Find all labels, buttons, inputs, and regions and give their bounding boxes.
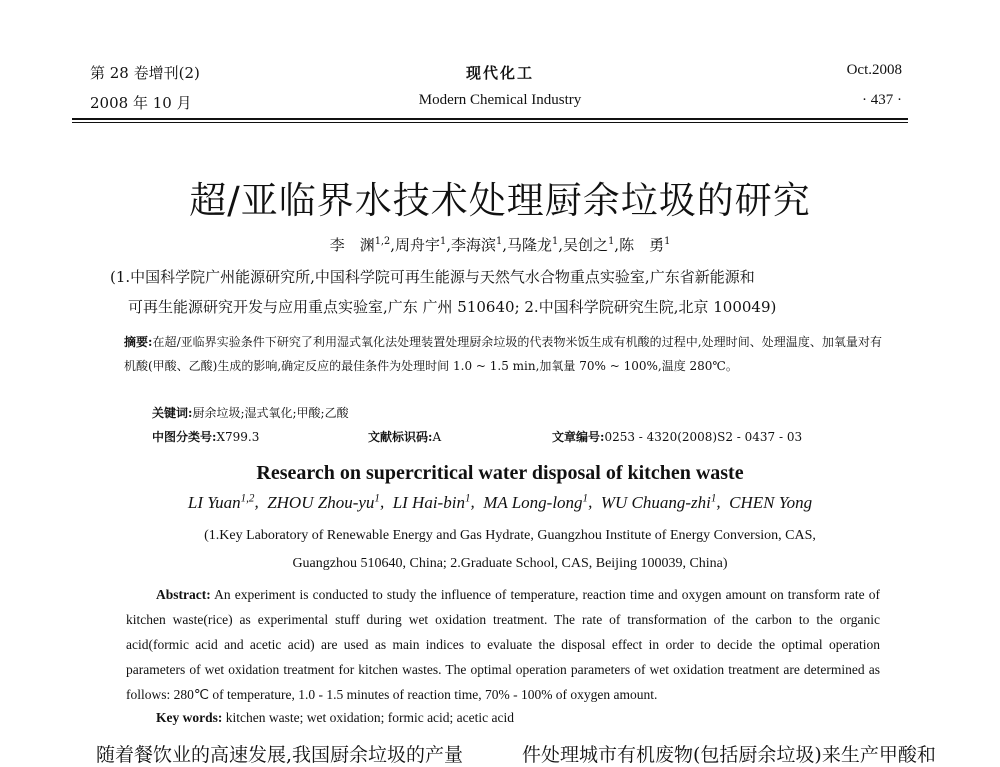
abstract-en-label: Abstract: <box>156 587 211 602</box>
author-en: LI Yuan$^{1,2}$ <box>187 492 255 512</box>
author-en: WU Chuang-zhi$^1$ <box>600 492 717 512</box>
affiliation-cn <box>110 262 900 322</box>
body-text-left-column: 随着餐饮业的高速发展,我国厨余垃圾的产量 <box>96 744 464 766</box>
author-cn: 李 渊$^{1,2}$ <box>329 236 391 254</box>
author-cn: 周舟宇$^1$ <box>395 236 447 254</box>
keywords-en <box>156 710 514 726</box>
affiliation-cn-line: 可再生能源研究开发与应用重点实验室,广东 广州 510640; 2.中国科学院研究生院,北京 100049) <box>128 298 777 316</box>
keywords-cn-text: 厨余垃圾;湿式氧化;甲酸;乙酸 <box>192 406 349 420</box>
header-rule-thin <box>72 122 908 123</box>
author-en: MA Long-long$^1$ <box>483 492 589 512</box>
author-en: CHEN Yong <box>729 492 813 512</box>
abstract-cn-label: 摘要: <box>124 335 153 349</box>
journal-date-en: Oct.2008 <box>846 62 902 78</box>
document-code: 文献标识码:A <box>368 430 442 444</box>
article-number: 文章编号:0253 - 4320(2008)S2 - 0437 - 03 <box>552 430 803 444</box>
author-cn: 马隆龙$^1$ <box>507 236 559 254</box>
affiliation-en-line: Guangzhou 510640, China; 2.Graduate School, CAS, Beijing 100039, China) <box>292 556 728 571</box>
keywords-en-text: kitchen waste; wet oxidation; formic acid; acetic acid <box>225 710 515 725</box>
keywords-cn <box>152 404 349 421</box>
body-text-right-column: 件处理城市有机废物(包括厨余垃圾)来生产甲酸和 <box>522 744 936 766</box>
abstract-en-text: An experiment is conducted to study the influence of temperature, reaction time and oxygen amount on transform rate of kitchen waste(rice) as experimental stuff during wet oxidation treatment. The rate of transformation of the carbon to the organic acid(formic acid and acetic acid) are used as main indices to evaluate the disposal effect in order to decide the optimal operation parameters of wet oxidation treatment for kitchen wastes. The optimal operation parameters of wet oxidation treatment are determined as follows: 280℃ of temperature, 1.0 - 1.5 minutes of reaction time, 70% - 100% of oxygen amount. <box>126 587 880 702</box>
authors-en: LI Yuan$^{1,2}$, ZHOU Zhou-$yu^1$, LI Hai-bin$^1$, MA Long-long$^1$, WU Chuang-zhi$^1$, CHEN Yong <box>187 492 813 512</box>
affiliation-cn-line: (1.中国科学院广州能源研究所,中国科学院可再生能源与天然气水合物重点实验室,广东省新能源和 <box>110 268 755 286</box>
journal-volume: 第 28 卷增刊(2) <box>90 64 200 82</box>
author-en: LI Hai-bin$^1$ <box>392 492 471 512</box>
affiliation-en-line: (1.Key Laboratory of Renewable Energy and Gas Hydrate, Guangzhou Institute of Energy Conversion, CAS, <box>204 528 816 543</box>
affiliation-en <box>150 522 870 578</box>
author-cn: 陈 勇$^1$ <box>619 236 671 254</box>
author-cn: 李海滨$^1$ <box>451 236 503 254</box>
abstract-cn <box>124 330 882 378</box>
header-rule-thick <box>72 118 908 120</box>
abstract-cn-text: 在超/亚临界实验条件下研究了利用湿式氧化法处理装置处理厨余垃圾的代表物米饭生成有机酸的过程中,处理时间、处理温度、加氧量对有机酸(甲酸、乙酸)生成的影响,确定反应的最佳条件为处理时间 1.0 ~ 1.5 min,加氧量 70% ~ 100%,温度 280℃。 <box>124 335 882 373</box>
journal-date-cn: 2008 年 10 月 <box>90 94 192 112</box>
author-en: ZHOU Zhou-$yu^1$ <box>267 492 380 512</box>
author-cn: 吴创之$^1$ <box>563 236 615 254</box>
abstract-en <box>126 582 880 707</box>
keywords-cn-label: 关键词: <box>152 406 193 420</box>
page-number: · 437 · <box>862 92 902 108</box>
paper-title-en: Research on supercritical water disposal of kitchen waste <box>256 462 744 484</box>
authors-cn: 李 渊$^{1,2}$,周舟宇$^1$,李海滨$^1$,马隆龙$^1$,吴创之$^1$,陈 勇$^1$ <box>329 236 671 254</box>
clc-number: 中图分类号:X799.3 <box>152 430 260 444</box>
paper-title-cn: 超/亚临界水技术处理厨余垃圾的研究 <box>189 179 811 222</box>
keywords-en-label: Key words: <box>156 710 223 725</box>
journal-name-en: Modern Chemical Industry <box>418 92 582 108</box>
journal-name-cn: 现代化工 <box>465 64 534 82</box>
